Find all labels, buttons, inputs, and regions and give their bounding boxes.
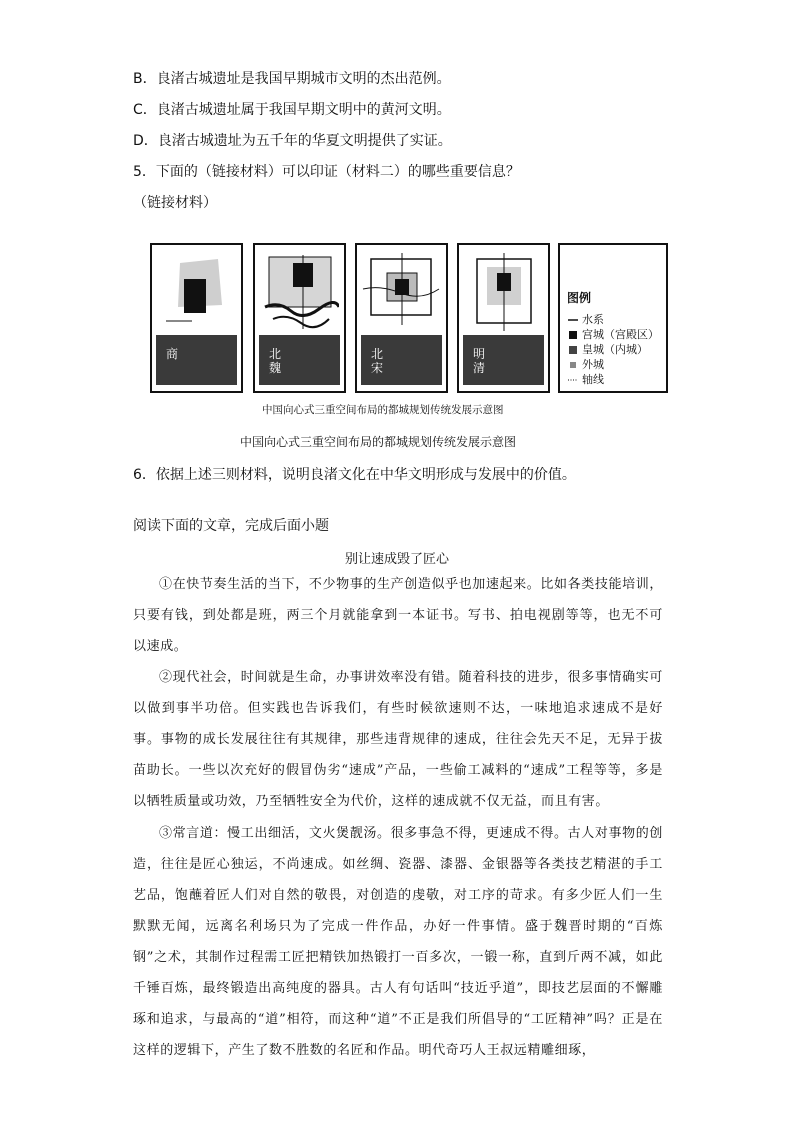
legend-label-palace: 宫城（宫殿区） <box>582 328 659 341</box>
figure-caption-small: 中国向心式三重空间布局的都城规划传统发展示意图 <box>262 404 504 416</box>
palace-square-icon <box>568 330 578 340</box>
outer-city-icon <box>568 360 578 370</box>
legend-label-imperial: 皇城（内城） <box>582 343 648 356</box>
question-5: 5．下面的（链接材料）可以印证（材料二）的哪些重要信息？ <box>133 164 520 180</box>
legend-item-palace <box>568 326 659 342</box>
map-panel-beiwei <box>253 243 346 393</box>
period-box-beisong <box>361 335 442 385</box>
map-legend <box>558 243 668 393</box>
map-panel-shang <box>150 243 243 393</box>
legend-label-outer: 外城 <box>582 358 604 371</box>
question-6: 6．依据上述三则材料，说明良渚文化在中华文明形成与发展中的价值。 <box>133 467 576 483</box>
period-label-beisong: 北宋 <box>371 347 384 375</box>
option-b: B．良渚古城遗址是我国早期城市文明的杰出范例。 <box>133 71 451 87</box>
mingqing-city-map <box>463 249 543 335</box>
article-paragraph-1: ①在快节奏生活的当下，不少物事的生产创造似乎也加速起来。比如各类技能培训，只要有钱，到处都是班，两三个月就能拿到一本证书。写书、拍电视剧等等，也无不可以速成。 <box>133 577 663 654</box>
map-panel-beisong <box>355 243 448 393</box>
legend-label-axis: 轴线 <box>582 373 604 386</box>
legend-item-outer <box>568 356 604 372</box>
legend-title: 图例 <box>567 291 592 305</box>
legend-item-imperial <box>568 341 648 357</box>
beiwei-city-map <box>259 249 339 335</box>
period-box-beiwei <box>259 335 340 385</box>
period-label-shang: 商 <box>166 347 179 361</box>
period-label-mingqing: 明清 <box>473 347 486 375</box>
imperial-square-icon <box>568 345 578 355</box>
figure-caption-large: 中国向心式三重空间布局的都城规划传统发展示意图 <box>240 435 517 449</box>
water-line-icon <box>568 315 578 325</box>
article-title: 别让速成毁了匠心 <box>344 552 449 567</box>
legend-item-axis <box>568 371 604 387</box>
reading-instructions: 阅读下面的文章，完成后面小题 <box>133 518 329 534</box>
map-panel-mingqing <box>457 243 550 393</box>
article-paragraph-3: ③常言道：慢工出细活，文火煲靓汤。很多事急不得，更速成不得。古人对事物的创造，往往是匠心独运，不尚速成。如丝绸、瓷器、漆器、金银器等各类技艺精湛的手工艺品，饱蘸着匠人们对自然的敬畏，对创造的虔敬，对工序的苛求。有多少匠人们一生默默无闻，远离名利场只为了完成一件作品，办好一件事情。盛于魏晋时期的“百炼钢”之术，其制作过程需工匠把精铁加热锻打一百多次，一锻一称，直到斤两不减，如此千锤百炼，最终锻造出高纯度的器具。古人有句话叫“技近乎道”，即技艺层面的不懈雕琢和追求，与最高的“道”相符，而这种“道”不正是我们所倡导的“工匠精神”吗？正是在这样的逻辑下，产生了数不胜数的名匠和作品。明代奇巧人王叔远精雕细琢， <box>133 826 663 1058</box>
option-d: D．良渚古城遗址为五千年的华夏文明提供了实证。 <box>133 133 452 149</box>
period-label-beiwei: 北魏 <box>269 347 282 375</box>
period-box-mingqing <box>463 335 544 385</box>
article-paragraph-2: ②现代社会，时间就是生命，办事讲效率没有错。随着科技的进步，很多事情确实可以做到事半功倍。但实践也告诉我们，有些时候欲速则不达，一味地追求速成不是好事。事物的成长发展往往有其规律，那些违背规律的速成，往往会先天不足，无异于拔苗助长。一些以次充好的假冒伪劣“速成”产品，一些偷工减料的“速成”工程等等，多是以牺牲质量或功效，乃至牺牲安全为代价，这样的速成就不仅无益，而且有害。 <box>133 670 663 809</box>
link-material-label: （链接材料） <box>133 195 217 211</box>
period-box-shang <box>156 335 237 385</box>
shang-city-map <box>156 249 236 335</box>
legend-item-water <box>568 311 604 327</box>
legend-label-water: 水系 <box>582 313 604 326</box>
option-c: C．良渚古城遗址属于我国早期文明中的黄河文明。 <box>133 102 451 118</box>
beisong-city-map <box>361 249 441 335</box>
axis-dotted-icon <box>568 375 578 385</box>
